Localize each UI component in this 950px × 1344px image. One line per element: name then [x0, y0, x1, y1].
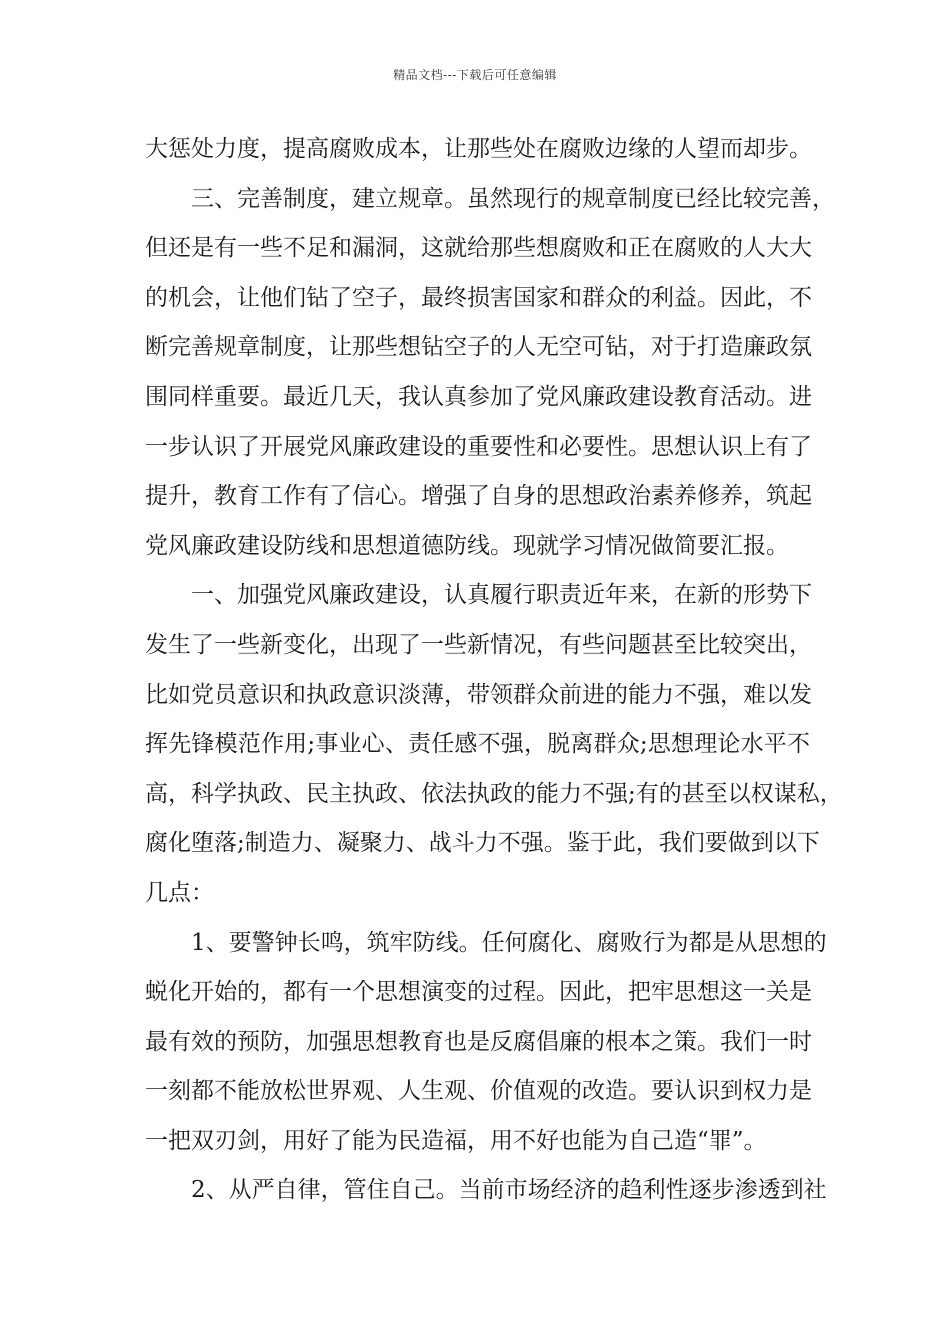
text-line: 蜕化开始的，都有一个思想演变的过程。因此，把牢思想这一关是: [145, 979, 812, 1006]
text-line: 最有效的预防，加强思想教育也是反腐倡廉的根本之策。我们一时: [145, 1028, 812, 1055]
text-line: 断完善规章制度，让那些想钻空子的人无空可钻，对于打造廉政氛: [145, 334, 812, 361]
text-line: 大惩处力度，提高腐败成本，让那些处在腐败边缘的人望而却步。: [145, 136, 812, 162]
text-line: 腐化堕落;制造力、凝聚力、战斗力不强。鉴于此，我们要做到以下: [145, 830, 820, 857]
text-line: 一把双刃剑，用好了能为民造福，用不好也能为自己造“罪”。: [145, 1127, 767, 1154]
text-line: 几点：: [145, 879, 214, 906]
text-line: 2、从严自律，管住自己。当前市场经济的趋利性逐步渗透到社: [191, 1177, 827, 1204]
text-line: 1、要警钟长鸣，筑牢防线。任何腐化、腐败行为都是从思想的: [191, 929, 827, 956]
text-line: 挥先锋模范作用;事业心、责任感不强，脱离群众;思想理论水平不: [145, 731, 810, 758]
text-line: 一步认识了开展党风廉政建设的重要性和必要性。思想认识上有了: [145, 433, 812, 460]
text-line: 高，科学执政、民主执政、依法执政的能力不强;有的甚至以权谋私，: [145, 780, 843, 807]
text-line: 提升，教育工作有了信心。增强了自身的思想政治素养修养，筑起: [145, 483, 812, 510]
text-line: 党风廉政建设防线和思想道德防线。现就学习情况做简要汇报。: [145, 532, 789, 559]
text-line: 一刻都不能放松世界观、人生观、价值观的改造。要认识到权力是: [145, 1078, 812, 1105]
text-line: 但还是有一些不足和漏洞，这就给那些想腐败和正在腐败的人大大: [145, 235, 812, 262]
text-line: 发生了一些新变化，出现了一些新情况，有些问题甚至比较突出，: [145, 631, 812, 658]
text-line: 的机会，让他们钻了空子，最终损害国家和群众的利益。因此，不: [145, 284, 812, 311]
text-line: 围同样重要。最近几天，我认真参加了党风廉政建设教育活动。进: [145, 383, 812, 410]
body-text: [145, 125, 843, 1216]
text-line: 比如党员意识和执政意识淡薄，带领群众前进的能力不强，难以发: [145, 681, 812, 708]
text-line: 一、加强党风廉政建设，认真履行职责近年来，在新的形势下: [191, 582, 812, 609]
text-line: 三、完善制度，建立规章。虽然现行的规章制度已经比较完善，: [191, 185, 835, 212]
page-header: 精品文档---下载后可任意编辑: [393, 68, 557, 82]
